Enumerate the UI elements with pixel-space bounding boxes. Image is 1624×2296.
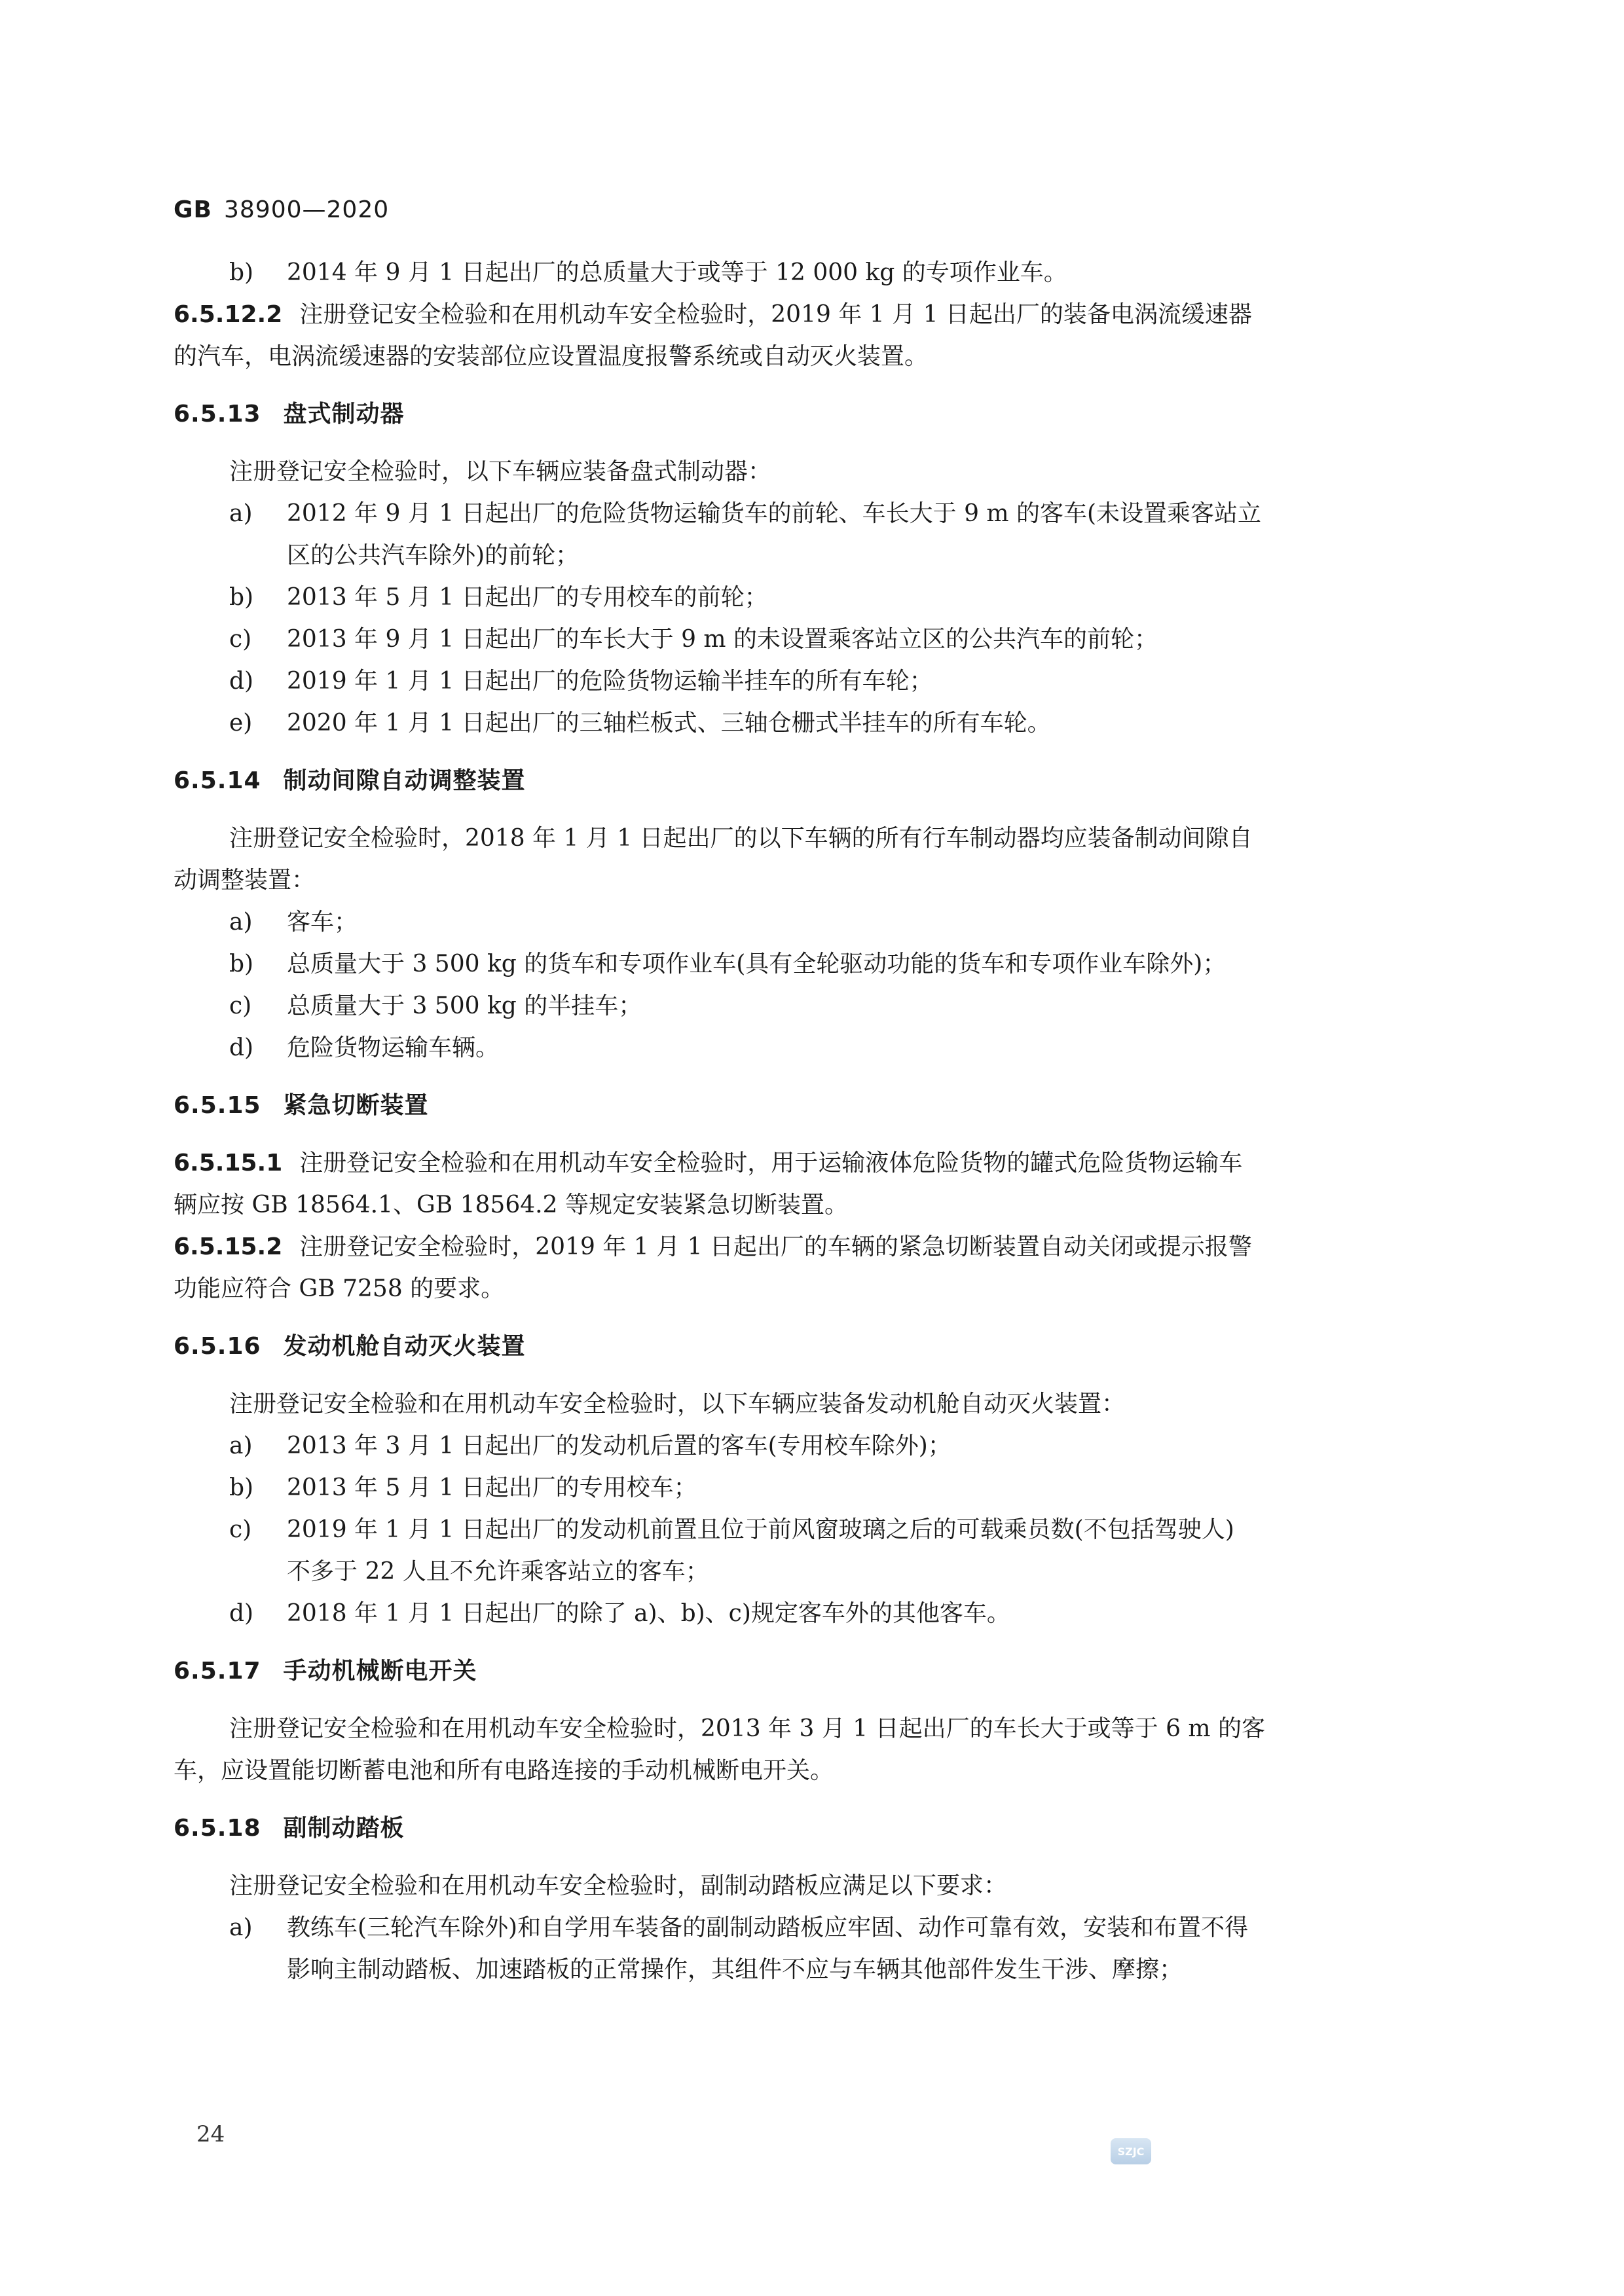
paragraph-line: 注册登记安全检验和在用机动车安全检验时，以下车辆应装备发动机舱自动灭火装置： <box>229 1391 1126 1417</box>
list-marker: d) <box>229 1034 254 1061</box>
list-item-text: 区的公共汽车除外)的前轮； <box>287 542 580 569</box>
section-title: 盘式制动器 <box>283 401 405 428</box>
subclause-line <box>174 1226 1450 1268</box>
section-number: 6.5.18 <box>174 1815 261 1842</box>
subclause-number: 6.5.15.2 <box>174 1233 283 1260</box>
subclause-text: 注册登记安全检验和在用机动车安全检验时，用于运输液体危险货物的罐式危险货物运输车 <box>299 1150 1243 1176</box>
watermark-text: SZJC <box>1117 2145 1145 2158</box>
subclause <box>174 1142 1450 1226</box>
section-heading <box>174 1085 1450 1127</box>
watermark-logo-icon <box>1109 2136 1153 2167</box>
list-item <box>174 1509 1450 1593</box>
subclause-line <box>174 1268 1450 1310</box>
list-item <box>174 1027 1450 1069</box>
list-item <box>174 1467 1450 1509</box>
paragraph-line: 注册登记安全检验时，2018 年 1 月 1 日起出厂的以下车辆的所有行车制动器均应装备制动间隙自 <box>229 825 1253 852</box>
list-item <box>174 577 1450 619</box>
section-number: 6.5.17 <box>174 1658 261 1685</box>
list-item <box>174 943 1450 985</box>
subclause-line <box>174 336 1450 378</box>
section-title: 发动机舱自动灭火装置 <box>283 1333 526 1360</box>
section-number: 6.5.16 <box>174 1333 261 1360</box>
list-marker: a) <box>229 909 253 936</box>
paragraph <box>174 818 1450 902</box>
paragraph-line: 动调整装置： <box>174 867 316 894</box>
subclause-text: 功能应符合 GB 7258 的要求。 <box>174 1275 505 1302</box>
list-item <box>174 985 1450 1027</box>
section-heading <box>174 760 1450 802</box>
list-marker: a) <box>229 500 253 527</box>
list-item-text: 2013 年 5 月 1 日起出厂的专用校车； <box>287 1474 697 1501</box>
list-item-text: 2012 年 9 月 1 日起出厂的危险货物运输货车的前轮、车长大于 9 m 的客车(未设置乘客站立 <box>287 500 1262 527</box>
paragraph <box>174 1383 1450 1425</box>
list-item <box>174 902 1450 943</box>
page-number: 24 <box>196 2121 225 2147</box>
paragraph-line: 注册登记安全检验时，以下车辆应装备盘式制动器： <box>229 458 772 485</box>
list-item-text: 2019 年 1 月 1 日起出厂的发动机前置且位于前风窗玻璃之后的可载乘员数(不包括驾驶人) <box>287 1516 1234 1543</box>
list-marker: d) <box>229 1600 254 1627</box>
standard-number: 38900—2020 <box>224 196 390 223</box>
subclause-text: 注册登记安全检验时，2019 年 1 月 1 日起出厂的车辆的紧急切断装置自动关闭或提示报警 <box>299 1233 1252 1260</box>
paragraph-line: 注册登记安全检验和在用机动车安全检验时，2013 年 3 月 1 日起出厂的车长大于或等于 6 m 的客 <box>229 1715 1266 1742</box>
section-title: 手动机械断电开关 <box>283 1658 477 1685</box>
list-item-text: 2013 年 5 月 1 日起出厂的专用校车的前轮； <box>287 584 768 611</box>
list-item <box>174 702 1450 744</box>
subclause <box>174 1226 1450 1310</box>
list-item <box>174 1425 1450 1467</box>
section-heading <box>174 1808 1450 1850</box>
subclause <box>174 294 1450 378</box>
list-marker: a) <box>229 1914 253 1941</box>
list-item <box>174 1593 1450 1635</box>
section-heading <box>174 1326 1450 1368</box>
section-title: 紧急切断装置 <box>283 1092 429 1119</box>
list-item-text: 2014 年 9 月 1 日起出厂的总质量大于或等于 12 000 kg 的专项作业车。 <box>287 259 1067 286</box>
subclause-number: 6.5.15.1 <box>174 1150 283 1176</box>
section-number: 6.5.15 <box>174 1092 261 1119</box>
list-marker: e) <box>229 710 253 737</box>
list-marker: b) <box>229 1474 254 1501</box>
list-marker: c) <box>229 1516 252 1543</box>
section-number: 6.5.14 <box>174 767 261 794</box>
subclause-text: 注册登记安全检验和在用机动车安全检验时，2019 年 1 月 1 日起出厂的装备电涡流缓速器 <box>299 301 1252 328</box>
list-item-text: 2020 年 1 月 1 日起出厂的三轴栏板式、三轴仓栅式半挂车的所有车轮。 <box>287 710 1051 737</box>
list-marker: b) <box>229 584 254 611</box>
paragraph-line: 车，应设置能切断蓄电池和所有电路连接的手动机械断电开关。 <box>174 1757 834 1784</box>
section-title: 副制动踏板 <box>283 1815 405 1842</box>
list-item-text: 总质量大于 3 500 kg 的货车和专项作业车(具有全轮驱动功能的货车和专项作业车除外)； <box>287 951 1227 977</box>
list-item-text: 2013 年 9 月 1 日起出厂的车长大于 9 m 的未设置乘客站立区的公共汽车的前轮； <box>287 626 1158 653</box>
list-marker: d) <box>229 668 254 695</box>
list-item-text: 总质量大于 3 500 kg 的半挂车； <box>287 993 642 1019</box>
document-body <box>174 252 1450 1991</box>
list-marker: c) <box>229 993 252 1019</box>
standard-header <box>174 196 389 223</box>
list-item-text: 影响主制动踏板、加速踏板的正常操作，其组件不应与车辆其他部件发生干涉、摩擦； <box>287 1956 1183 1983</box>
paragraph <box>174 1865 1450 1907</box>
paragraph-line: 注册登记安全检验和在用机动车安全检验时，副制动踏板应满足以下要求： <box>229 1872 1008 1899</box>
list-item-text: 不多于 22 人且不允许乘客站立的客车； <box>287 1558 709 1585</box>
list-item <box>174 252 1450 294</box>
list-item <box>174 661 1450 702</box>
list-marker: b) <box>229 259 254 286</box>
list-item-text: 2018 年 1 月 1 日起出厂的除了 a)、b)、c)规定客车外的其他客车。 <box>287 1600 1010 1627</box>
list-item <box>174 1907 1450 1991</box>
subclause-line <box>174 1184 1450 1226</box>
section-heading <box>174 1650 1450 1692</box>
paragraph <box>174 451 1450 493</box>
section-number: 6.5.13 <box>174 401 261 428</box>
list-item <box>174 619 1450 661</box>
subclause-line <box>174 294 1450 336</box>
list-item-text: 客车； <box>287 909 358 936</box>
section-title: 制动间隙自动调整装置 <box>283 767 526 794</box>
subclause-number: 6.5.12.2 <box>174 301 283 328</box>
list-item-text: 2013 年 3 月 1 日起出厂的发动机后置的客车(专用校车除外)； <box>287 1432 951 1459</box>
list-item-text: 教练车(三轮汽车除外)和自学用车装备的副制动踏板应牢固、动作可靠有效，安装和布置不得 <box>287 1914 1249 1941</box>
subclause-text: 的汽车，电涡流缓速器的安装部位应设置温度报警系统或自动灭火装置。 <box>174 343 929 370</box>
list-item-text: 危险货物运输车辆。 <box>287 1034 500 1061</box>
paragraph <box>174 1708 1450 1792</box>
subclause-text: 辆应按 GB 18564.1、GB 18564.2 等规定安装紧急切断装置。 <box>174 1192 848 1218</box>
list-item <box>174 493 1450 577</box>
list-marker: a) <box>229 1432 253 1459</box>
section-heading <box>174 393 1450 435</box>
list-item-text: 2019 年 1 月 1 日起出厂的危险货物运输半挂车的所有车轮； <box>287 668 933 695</box>
list-marker: b) <box>229 951 254 977</box>
subclause-line <box>174 1142 1450 1184</box>
list-marker: c) <box>229 626 252 653</box>
standard-code: GB <box>174 196 212 223</box>
